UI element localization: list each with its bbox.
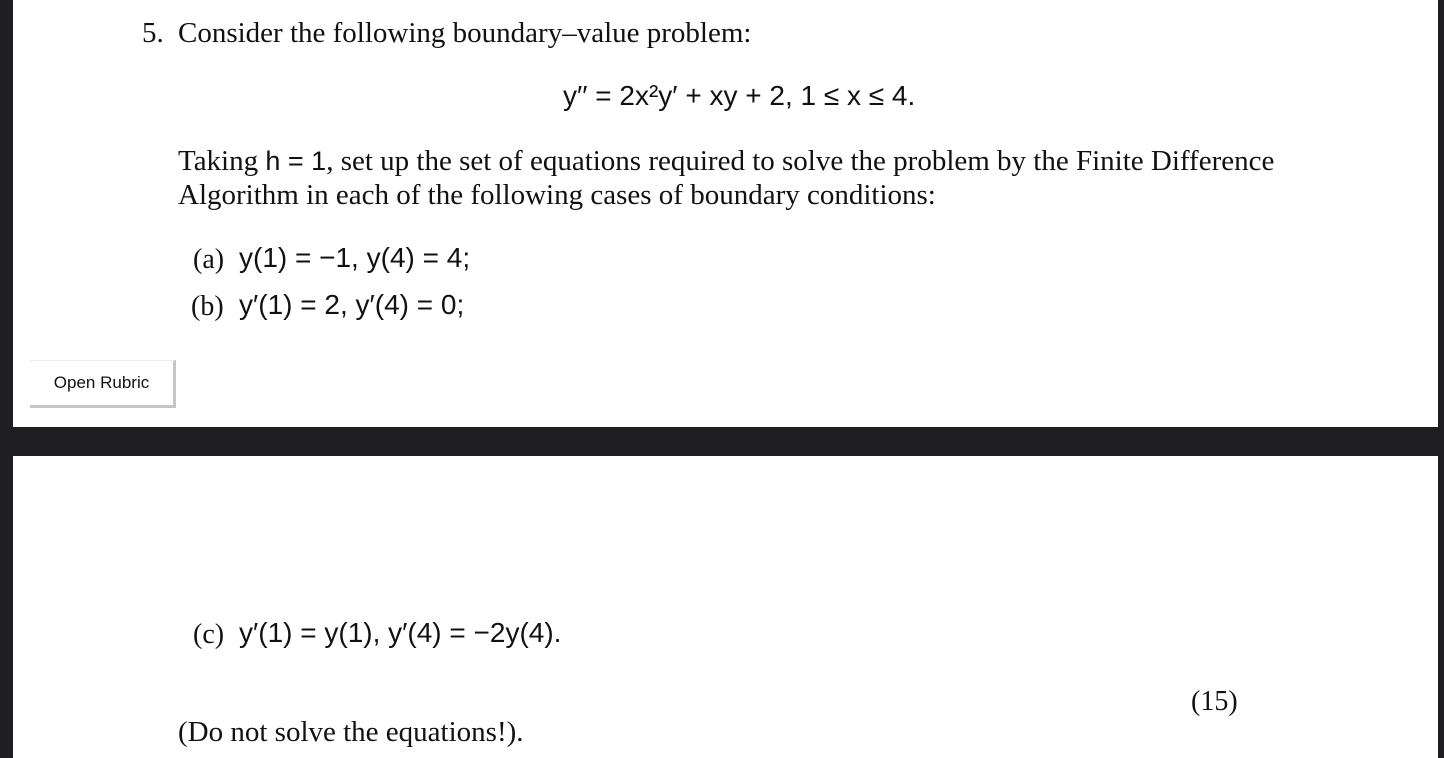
- note: (Do not solve the equations!).: [178, 716, 524, 748]
- open-rubric-button[interactable]: [30, 360, 176, 408]
- question-page-bottom: [13, 456, 1438, 758]
- part-a-label: (a): [193, 244, 225, 275]
- instructions-prefix: Taking: [178, 145, 266, 177]
- question-prompt: Consider the following boundary–value problem:: [178, 17, 752, 49]
- part-c-condition: y′(1) = y(1), y′(4) = −2y(4).: [239, 617, 562, 648]
- part-c-label: (c): [193, 619, 225, 650]
- part-a-condition: y(1) = −1, y(4) = 4;: [239, 242, 471, 273]
- question-page-top: [13, 0, 1438, 427]
- question-number: 5.: [142, 17, 164, 49]
- differential-equation: y′′ = 2x²y′ + xy + 2, 1 ≤ x ≤ 4.: [563, 80, 916, 111]
- open-rubric-label: Open Rubric: [53, 373, 150, 392]
- part-b-label: (b): [191, 291, 224, 322]
- instructions-line-2: Algorithm in each of the following cases of boundary conditions:: [178, 179, 936, 211]
- part-b-condition: y′(1) = 2, y′(4) = 0;: [239, 289, 465, 320]
- marks-value: (15): [1191, 686, 1238, 717]
- instructions-suffix: , set up the set of equations required to solve the problem by the Finite Difference: [326, 145, 1275, 177]
- step-size: h = 1: [265, 146, 327, 176]
- instructions: [178, 144, 1288, 212]
